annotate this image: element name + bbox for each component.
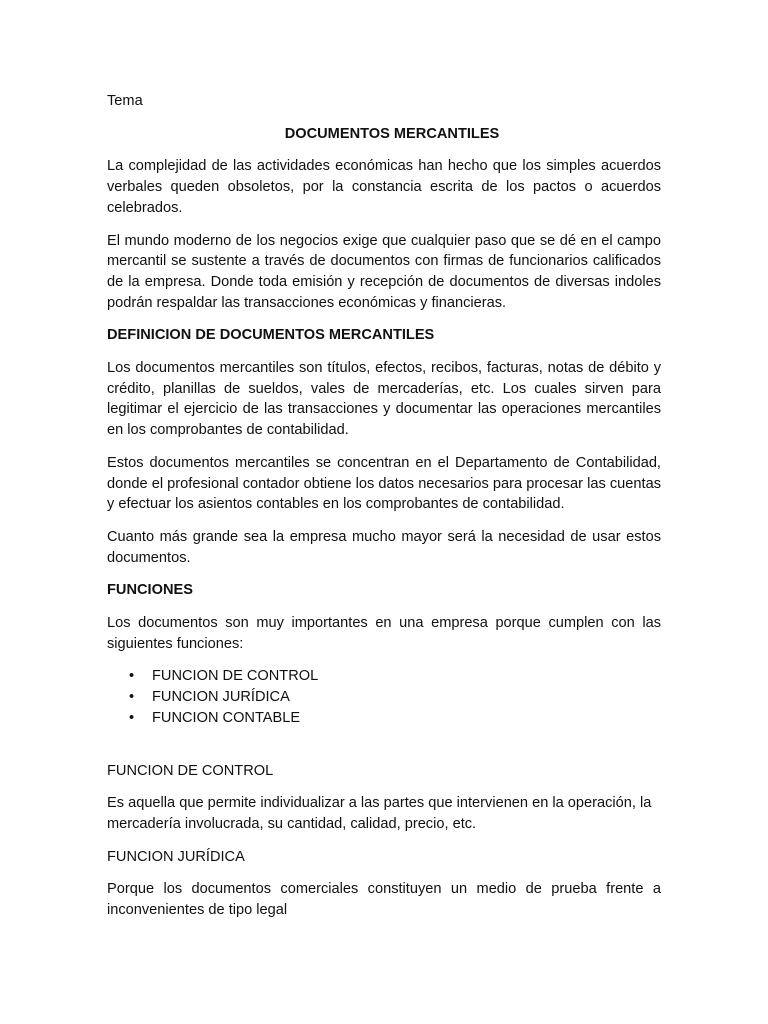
- bullet-icon: •: [129, 709, 135, 726]
- list-item: [107, 708, 661, 729]
- juridica-heading: FUNCION JURÍDICA: [107, 848, 245, 865]
- intro-paragraph-1: La complejidad de las actividades económicas han hecho que los simples acuerdos verbales queden obsoletos, por la constancia escrita de los pactos o acuerdos celebrados.: [107, 158, 661, 216]
- definicion-paragraph-2: Estos documentos mercantiles se concentran en el Departamento de Contabilidad, donde el profesional contador obtiene los datos necesarios para procesar las cuentas y efectuar los asientos contables en los comprobantes de contabilidad.: [107, 454, 661, 513]
- control-heading: FUNCION DE CONTROL: [107, 762, 274, 779]
- document-title: DOCUMENTOS MERCANTILES: [284, 125, 500, 142]
- list-item: [107, 687, 661, 708]
- list-item-label: FUNCION JURÍDICA: [152, 689, 290, 706]
- definicion-paragraph-3: Cuanto más grande sea la empresa mucho mayor será la necesidad de usar estos documentos.: [107, 528, 661, 566]
- definicion-heading: DEFINICION DE DOCUMENTOS MERCANTILES: [107, 327, 435, 344]
- funciones-heading: FUNCIONES: [107, 582, 193, 599]
- list-item-label: FUNCION CONTABLE: [152, 709, 301, 726]
- bullet-icon: •: [129, 689, 135, 706]
- list-item: [107, 666, 661, 687]
- list-spacer: [107, 729, 661, 761]
- tema-label: Tema: [107, 93, 143, 109]
- intro-paragraph-2: El mundo moderno de los negocios exige que cualquier paso que se dé en el campo mercantil se sustente a través de documentos con firmas de funcionarios calificados de la empresa. Donde toda emisión y recepción de documentos de diversas indoles podrán respaldar las transacciones económicas y financieras.: [107, 232, 661, 311]
- juridica-paragraph: Porque los documentos comerciales constituyen un medio de prueba frente a inconvenientes de tipo legal: [107, 881, 661, 919]
- control-paragraph: Es aquella que permite individualizar a las partes que intervienen en la operación, la mercadería involucrada, su cantidad, calidad, precio, etc.: [107, 795, 652, 832]
- funciones-intro: Los documentos son muy importantes en una empresa porque cumplen con las siguientes funciones:: [107, 615, 661, 652]
- list-item-label: FUNCION DE CONTROL: [152, 668, 319, 685]
- funciones-list: [107, 666, 661, 728]
- definicion-paragraph-1: Los documentos mercantiles son títulos, efectos, recibos, facturas, notas de débito y crédito, planillas de sueldos, vales de mercaderías, etc. Los cuales sirven para legitimar el ejercicio de las transacciones y documentar las operaciones mercantiles en los comprobantes de contabilidad.: [107, 360, 661, 439]
- bullet-icon: •: [129, 668, 135, 685]
